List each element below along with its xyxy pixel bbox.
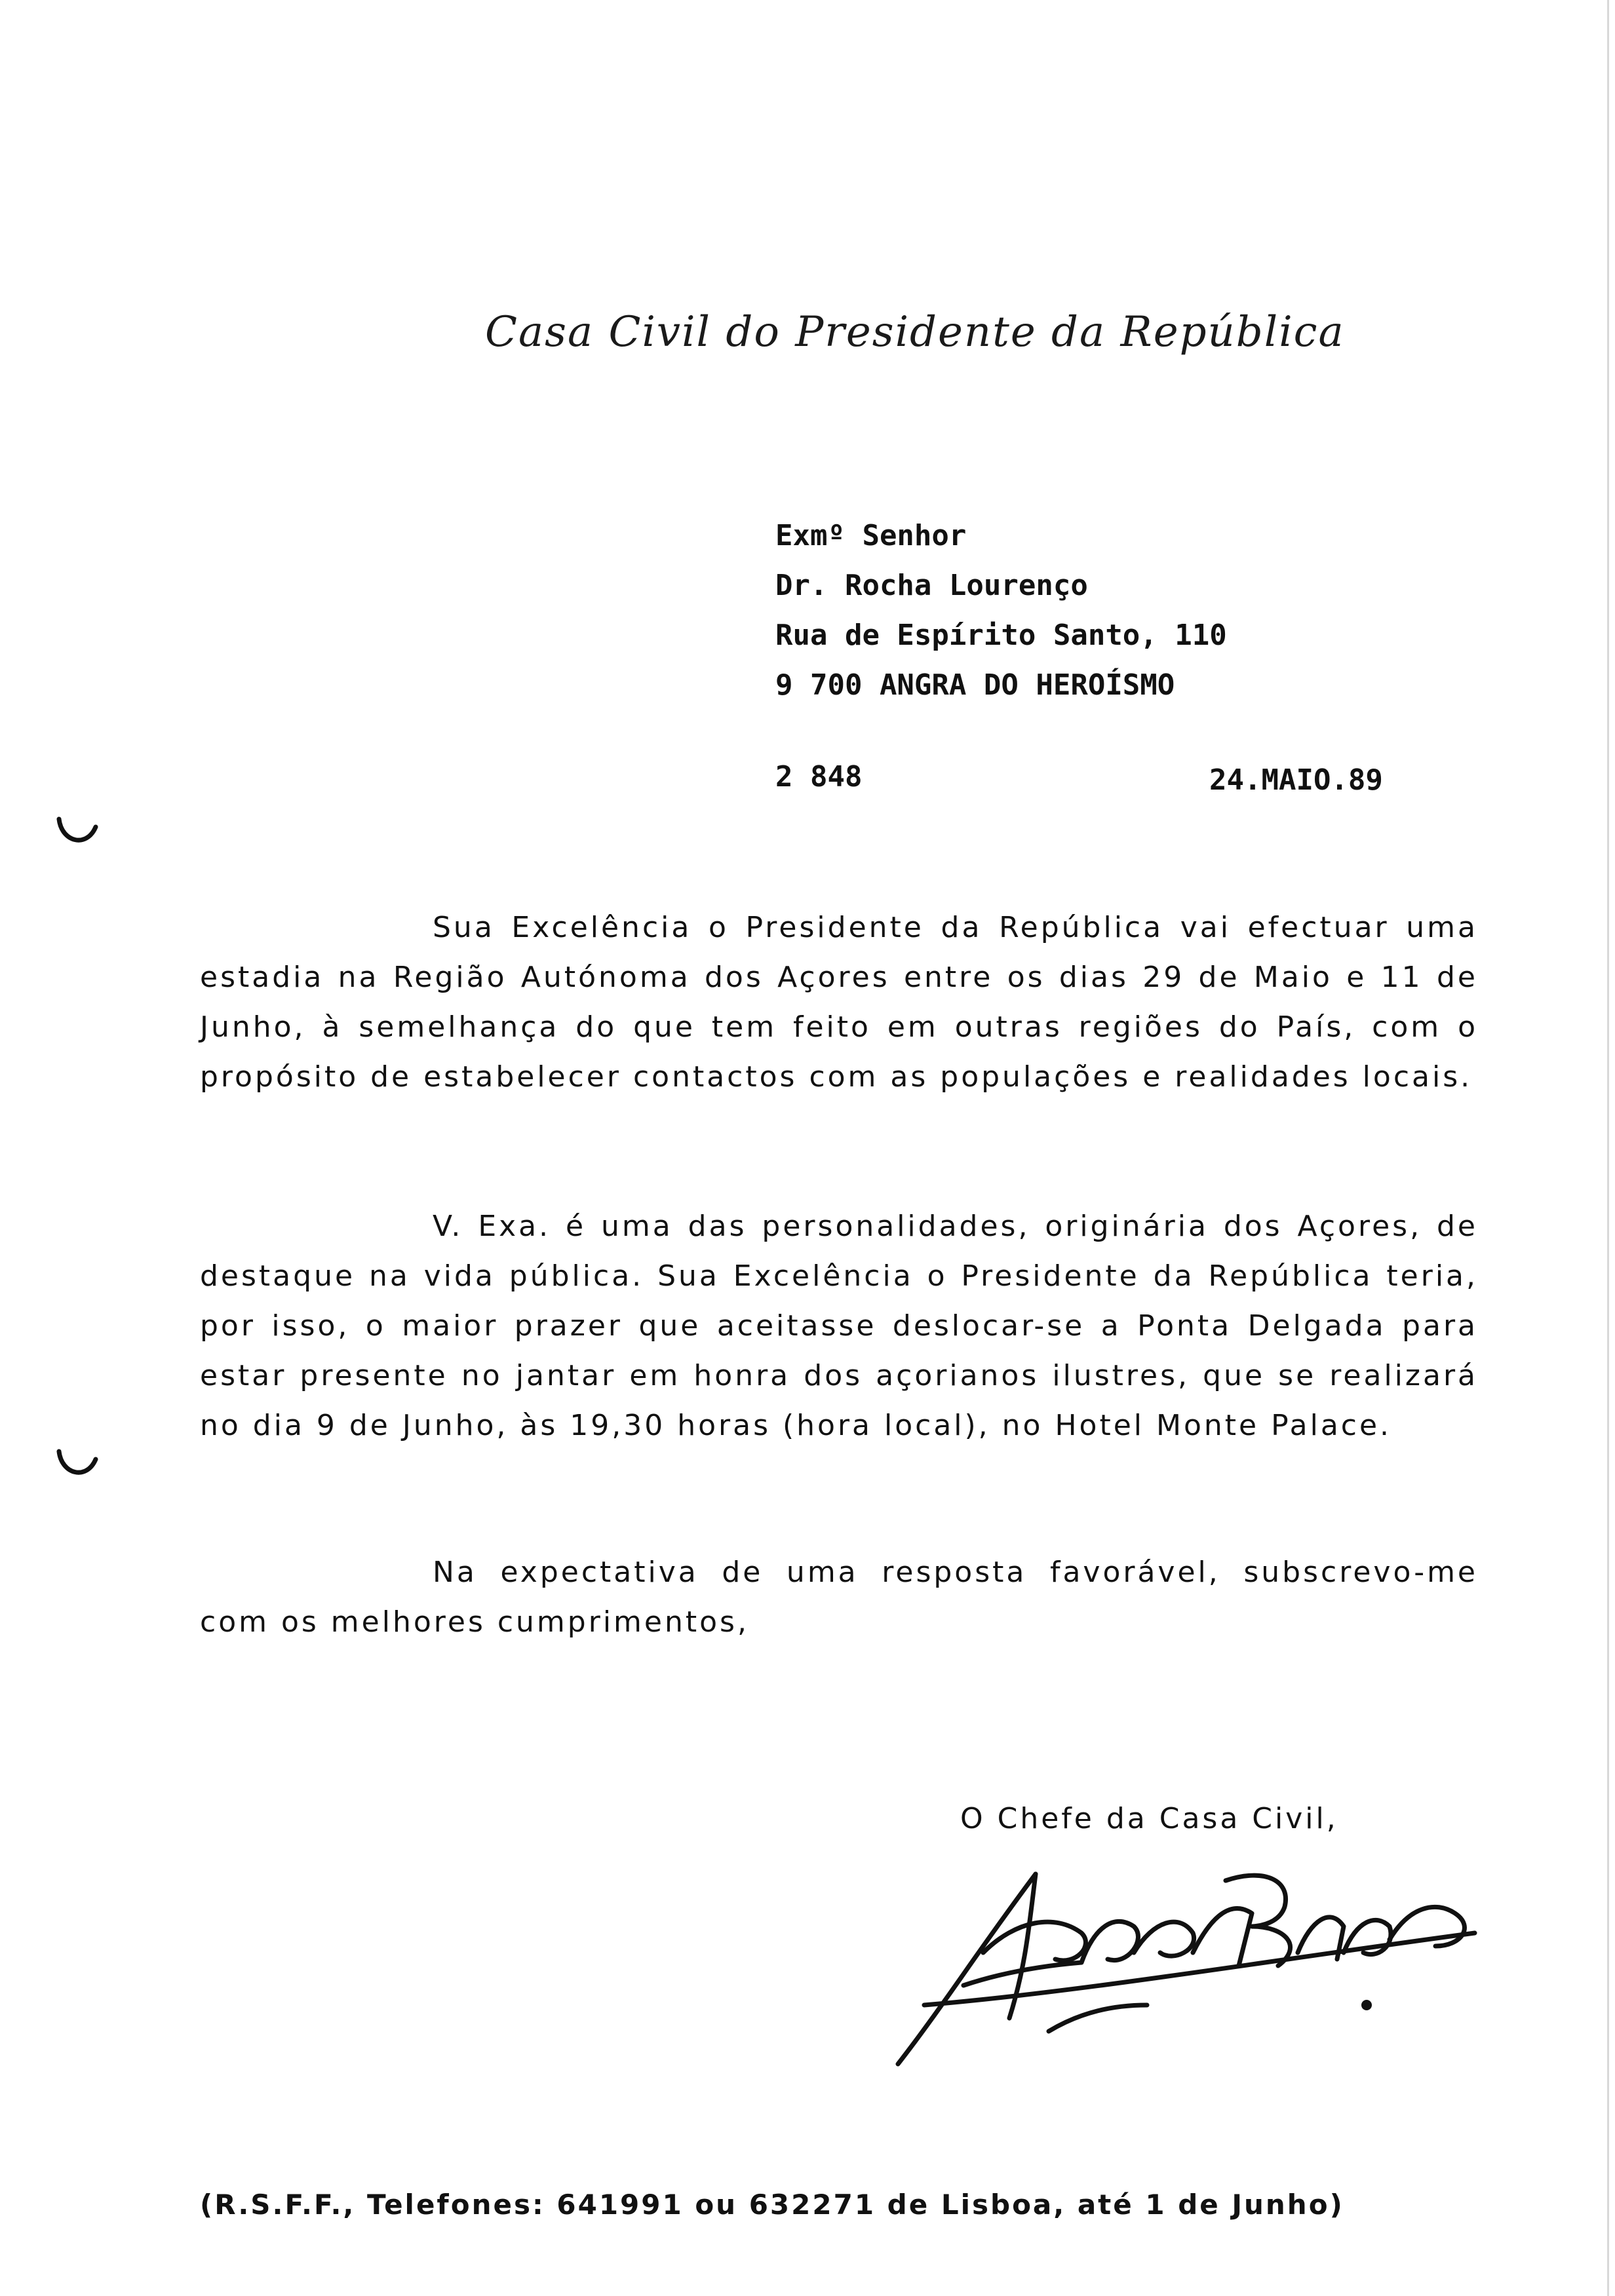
punch-hole-mark <box>54 813 100 852</box>
closing-title: O Chefe da Casa Civil, <box>960 1802 1338 1835</box>
recipient-line-1: Exmº Senhor <box>775 519 967 552</box>
paragraph-3: Na expectativa de uma resposta favorável, subscrevo-me com os melhores cumprimentos, <box>200 1556 1478 1639</box>
signature <box>885 1854 1488 2077</box>
reference-number: 2 848 <box>775 760 863 794</box>
page-edge <box>1607 0 1609 2296</box>
recipient-line-2: Dr. Rocha Lourenço <box>775 569 1088 602</box>
paragraph-1: Sua Excelência o Presidente da República vai efectuar uma estadia na Região Autónoma dos Açores entre os dias 29 de Maio e 11 de Junho, à semelhança do que tem feito em outras regiões do País, com o propósito de estabelecer contactos com as populações e realidades locais. <box>200 911 1478 1094</box>
footer-contact: (R.S.F.F., Telefones: 641991 ou 632271 de Lisboa, até 1 de Junho) <box>200 2189 1344 2221</box>
paragraph-2: V. Exa. é uma das personalidades, originária dos Açores, de destaque na vida pública. Sua Excelência o Presidente da República teria, por isso, o maior prazer que aceitasse deslocar-se a Ponta Delgada para estar presente no jantar em honra dos açorianos ilustres, que se realizará no dia 9 de Junho, às 19,30 horas (hora local), no Hotel Monte Palace. <box>200 1210 1478 1442</box>
letter-date: 24.MAIO.89 <box>1209 763 1383 797</box>
punch-hole-mark <box>54 1445 100 1484</box>
recipient-line-3: Rua de Espírito Santo, 110 <box>775 619 1227 652</box>
letterhead: Casa Civil do Presidente da República <box>485 308 1345 356</box>
recipient-line-4: 9 700 ANGRA DO HEROÍSMO <box>775 668 1175 702</box>
recipient-address <box>775 511 1227 710</box>
